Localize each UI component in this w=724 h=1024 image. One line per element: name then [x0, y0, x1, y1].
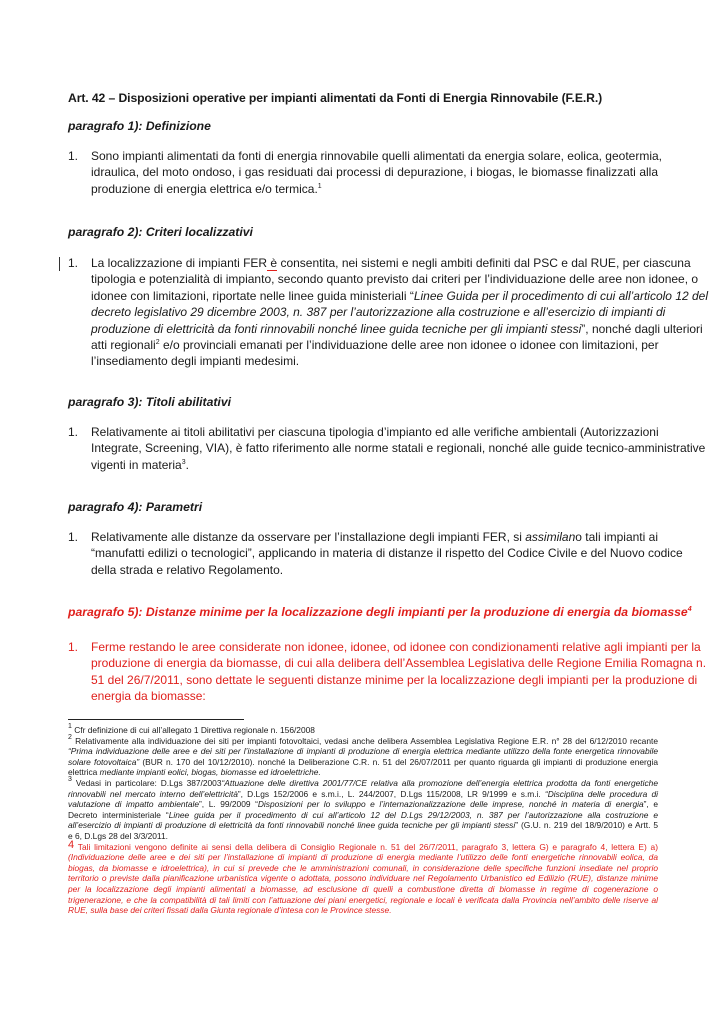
footnote-text: ” (G.U. n. 219 del 18/9/2010) e Artt. 5 [515, 820, 658, 831]
item-number: 1. [68, 530, 79, 544]
section-heading-parametri: paragrafo 4): Parametri [68, 500, 203, 514]
list-item-titoli [68, 424, 706, 473]
text-span: . [185, 457, 189, 472]
item-number: 1. [68, 640, 79, 654]
footnote-text-italic: per la localizzazione degli impianti alimentati a biomasse, ad esclusione di quelli a combustione diretta di biomasse in regime di cogenerazione o [68, 883, 658, 894]
footnote-text-italic: all’esercizio di impianti di produzione di elettricità da fonti rinnovabili nonché linee guida tecniche per gli impianti stessi [68, 820, 516, 831]
footnote-text-italic: rinnovabili nel mercato interno dell’elettricità [68, 788, 238, 799]
footnote-1 [68, 725, 658, 736]
text-line: 51 del 26/7/2011, sono dettate le seguenti distanze minime per la localizzazione degli impianti per la produzione di [91, 672, 698, 687]
text-line: vigenti in materia [91, 457, 182, 472]
text-line: energia da biomasse: [91, 689, 206, 704]
footnote-3 [68, 775, 659, 842]
text-span-italic: assimilan [525, 530, 576, 544]
list-item-parametri [68, 529, 683, 578]
footnote-text: Tali limitazioni vengono definite ai sensi della delibera di Consiglio Regionale n. 51 del 26/7/2011, paragrafo 3, lettera G) e paragrafo 4, lettera E) a) [74, 841, 658, 852]
text-line-italic: decreto legislativo 29 dicembre 2003, n. 387 per l’autorizzazione alla costruzione e all’esercizio di impianti di [91, 305, 666, 320]
footnote-marker: 1 [68, 723, 72, 730]
section-heading-distanze [68, 605, 692, 619]
text-line: “manufatti edilizi o tecnologici”, applicando in materia di distanze il rispetto del Codice Civile e del Nuovo codice [91, 546, 683, 561]
footnote-text-italic: solare fotovoltaica” [68, 756, 140, 767]
text-line: produzione di energia da biomasse, di cui alla delibera dell’Assemblea Legislativa delle Regione Emilia Romagna n. [91, 656, 707, 671]
text-line: produzione di energia elettrica e/o termica. [91, 181, 318, 196]
item-number: 1. [68, 256, 79, 270]
footnote-text-italic: biogas, da biomasse e idroelettrica), in cui si prevede che le amministrazioni comunali, in considerazione delle specifiche funzioni insediate nel proprio [68, 862, 658, 873]
footnote-text-italic: RUE, sulla base dei criteri fissati dalla Giunta regionale d’intesa con le Province stesse. [68, 905, 392, 916]
text-span: Relativamente alle distanze da osservare per l’installazione degli impianti FER, si [91, 530, 526, 544]
footnote-text-italic: mediante impianti eolici, biogas, biomasse ed idroelettriche. [99, 767, 321, 778]
footnote-ref-2: 2 [155, 339, 160, 347]
text-line: tipologia e potenzialità di impianto, secondo quanto previsto dai criteri per l’individuazione delle aree non idonee, o [91, 272, 699, 287]
text-line: Sono impianti alimentati da fonti di energia rinnovabile quelli alimentati da energia solare, eolica, geotermia, [91, 149, 663, 163]
section-heading-definizione: paragrafo 1): Definizione [68, 119, 211, 133]
footnote-text-italic: “Attuazione delle direttiva 2001/77/CE relativa alla promozione dell’energia elettrica prodotta da fonti energetiche [221, 777, 658, 788]
footnote-text-italic: Disposizioni per lo sviluppo e l’internazionalizzazione delle imprese, nonché in materia di energia [257, 799, 644, 810]
footnote-marker: 4 [68, 838, 75, 851]
list-item-distanze [68, 639, 707, 705]
text-span: idonee con limitazioni, riportate nelle linee guida ministeriali “ [91, 288, 414, 303]
footnotes [68, 725, 658, 916]
text-line: della strada e relativo Regolamento. [91, 562, 284, 577]
footnote-text-italic: “Prima individuazione delle aree e dei siti per l’installazione di impianti di produzione di energia elettrica mediante utilizzo della fonte energetica rinnovabile [68, 746, 658, 757]
footnote-text: (BUR n. 170 del 10/12/2010). nonché la Deliberazione C.R. n. 51 del 26/07/2011 per quanto riguarda gli impianti di produzione energia [139, 756, 658, 767]
footnote-2 [68, 733, 658, 778]
footnote-text: Vedasi in particolare: D.Lgs 387/2003 [71, 777, 222, 788]
article-title: Art. 42 – Disposizioni operative per impianti alimentati da Fonti di Energia Rinnovabile (F.E.R.) [68, 91, 603, 105]
footnote-text: e 6, D.Lgs 28 del 3/3/2011. [68, 830, 168, 841]
footnote-text-italic: Linee guida per il procedimento di cui all’articolo 12 del D.Lgs 29/12/2003, n. 387 per l’autorizzazione alla costruzione e [168, 809, 659, 820]
text-span: consentita, nei sistemi e negli ambiti definiti dal PSC e dal RUE, per ciascuna [277, 256, 691, 270]
text-span: La localizzazione di impianti FER [91, 256, 268, 270]
list-item-definizione [68, 148, 663, 197]
list-item-criteri [68, 255, 709, 370]
footnote-marker: 2 [68, 733, 72, 741]
text-span-italic: Linee Guida per il procedimento di cui all’articolo 12 del [413, 288, 709, 303]
text-span: atti regionali [91, 338, 156, 353]
section-heading-titoli: paragrafo 3): Titoli abilitativi [68, 395, 231, 409]
text-line: l’insediamento degli impianti medesimi. [91, 354, 300, 369]
text-line: idraulica, del moto ondoso, i gas residuati dai processi di depurazione, i biogas, le biomasse finalizzati alla [91, 165, 658, 180]
footnote-text: Relativamente alla individuazione dei siti per impianti fotovoltaici, vedasi anche delibera Assemblea Legislativa Regione E.R. n° 28 del 6/12/2010 recante [71, 735, 658, 746]
footnote-separator [68, 719, 244, 720]
section-heading-criteri: paragrafo 2): Criteri localizzativi [68, 225, 253, 239]
footnote-4 [68, 838, 658, 916]
text-span: ”, nonché dagli ulteriori [581, 321, 703, 336]
footnote-text-italic: “Disciplina delle procedura di [544, 788, 659, 799]
footnote-text-italic: territorio o previste dalla pianificazione urbanistica vigente o adottata, possono individuare nel Regolamento Urbanistico ed Edilizio (RUE), distanze minime [68, 873, 658, 884]
footnote-text-italic: (Individuazione delle aree e dei siti per l’installazione di impianti di produzione di energia mediante l’utilizzo delle fonti energetiche rinnovabili eolica, da [68, 852, 658, 863]
footnote-text-italic: valutazione di impatto ambientale [68, 799, 200, 810]
revised-text: è [267, 256, 278, 270]
footnote-ref-3: 3 [181, 458, 186, 466]
footnote-text-italic: trigenerazione, e che la compatibilità di tali limiti con l’attuazione dei piani energetici, regionale e locali è verificata dalla Provincia nell’ambito delle riserve al [68, 894, 658, 905]
footnote-ref-1: 1 [317, 182, 322, 190]
item-number: 1. [68, 149, 79, 163]
footnote-text: ”, L. 99/2009 “ [199, 799, 258, 810]
footnote-text: ”, e [643, 799, 658, 810]
text-line: Relativamente ai titoli abilitativi per ciascuna tipologia d’impianto ed alle verifiche ambientali (Autorizzazioni [91, 425, 659, 439]
footnote-text: elettrica [68, 767, 100, 778]
item-number: 1. [68, 425, 79, 439]
footnote-ref-4: 4 [687, 606, 692, 613]
text-line: Ferme restando le aree considerate non idonee, idonee, od idonee con condizionamenti relative agli impianti per la [91, 640, 701, 654]
text-line: Integrate, Screening, VIA), è fatto riferimento alle norme statali e regionali, nonché alle guide tecnico-amministrative [91, 441, 706, 456]
footnote-marker: 3 [68, 775, 72, 783]
text-span-italic: produzione di elettricità da fonti rinnovabili nonché linee guida tecniche per gli impianti stessi [91, 321, 582, 336]
heading-text: paragrafo 5): Distanze minime per la localizzazione degli impianti per la produzione di energia da biomasse [68, 605, 688, 619]
text-span: o tali impianti ai [575, 530, 658, 544]
footnote-text: Cfr definizione di cui all’allegato 1 Direttiva regionale n. 156/2008 [71, 725, 315, 735]
revision-bar [59, 257, 60, 271]
footnote-text: ”, D.Lgs 152/2006 e s.m.i., L. 244/2007, D.Lgs 115/2008, LR 9/1999 e s.m.i. [237, 788, 545, 799]
footnote-text: Decreto interministeriale “ [68, 809, 169, 820]
text-span: e/o provinciali emanati per l’individuazione delle aree non idonee o idonee con limitazioni, per [159, 338, 659, 353]
